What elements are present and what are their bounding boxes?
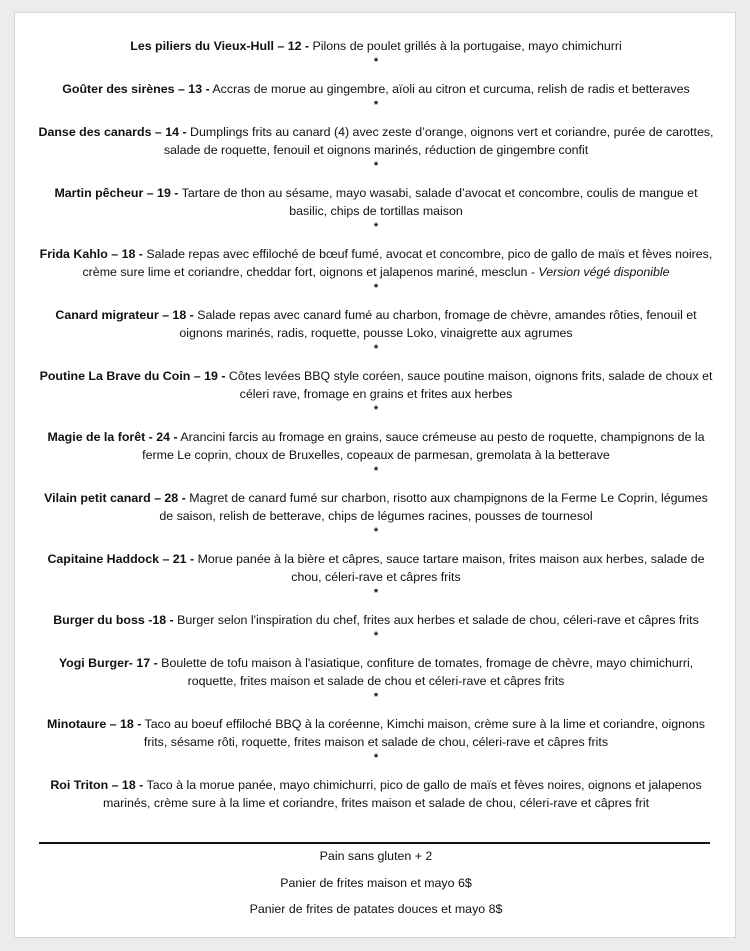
menu-item [37,611,715,629]
menu-item-note: Version végé disponible [538,265,670,279]
menu-item-description: Burger selon l'inspiration du chef, frites aux herbes et salade de chou, céleri-rave et câpres frits [173,613,699,627]
item-separator: * [373,691,379,703]
menu-item-name: Roi Triton – 18 - [50,778,144,792]
item-separator: * [373,56,379,68]
item-separator: * [373,526,379,538]
menu-item-name: Minotaure – 18 - [47,717,142,731]
menu-item [37,367,715,403]
menu-item-description: Salade repas avec effiloché de bœuf fumé, avocat et concombre, pico de gallo de maïs et fèves noires, crème sure lime et coriandre, cheddar fort, oignons et jalapenos mariné, mesclun - [82,247,713,279]
menu-item-name: Goûter des sirènes – 13 - [62,82,210,96]
menu-item-description: Taco à la morue panée, mayo chimichurri, pico de gallo de maïs et fèves noires, oignons et jalapenos marinés, crème sure à la lime et coriandre, frites maison et salade de chou, céleri-rave et câpres frit [102,778,702,810]
menu-item [37,550,715,586]
item-separator: * [373,630,379,642]
menu-item [37,654,715,690]
item-separator: * [373,160,379,172]
item-separator: * [373,343,379,355]
menu-item-description: Morue panée à la bière et câpres, sauce tartare maison, frites maison aux herbes, salade de chou, céleri-rave et câpres frits [194,552,705,584]
menu-item [37,123,715,159]
menu-item [37,715,715,751]
menu-item-description: Taco au boeuf effiloché BBQ à la coréenne, Kimchi maison, crème sure à la lime et coriandre, oignons frits, sésame rôti, roquette, frites maison et salade de chou, céleri-rave et câpres frits [141,717,705,749]
menu-list [37,37,715,812]
item-separator: * [373,465,379,477]
menu-item [37,776,715,812]
menu-page [14,12,736,938]
menu-item-name: Vilain petit canard – 28 - [44,491,186,505]
extra-item-fries-basket: Panier de frites maison et mayo 6$ [280,875,472,890]
menu-item-name: Capitaine Haddock – 21 - [47,552,195,566]
menu-item-description: Côtes levées BBQ style coréen, sauce poutine maison, oignons frits, salade de choux et céleri rave, fromage en grains et frites aux herbes [225,369,713,401]
menu-item-name: Les piliers du Vieux-Hull – 12 - [130,39,310,53]
menu-item-description: Salade repas avec canard fumé au charbon, fromage de chèvre, amandes rôties, fenouil et oignons marinés, radis, roquette, pousse Loko, vinaigrette aux agrumes [179,308,697,340]
item-separator: * [373,99,379,111]
item-separator: * [373,221,379,233]
item-separator: * [373,404,379,416]
menu-item-name: Yogi Burger- 17 - [58,656,158,670]
menu-item [37,37,715,55]
menu-item-name: Burger du boss -18 - [53,613,174,627]
menu-item [37,184,715,220]
extra-item-sweet-potato-fries-basket: Panier de frites de patates douces et mayo 8$ [249,902,503,916]
extras-list [37,847,715,927]
extra-item-gluten-free-bread: Pain sans gluten + 2 [319,849,433,863]
menu-item-description: Tartare de thon au sésame, mayo wasabi, salade d’avocat et concombre, coulis de mangue et basilic, chips de tortillas maison [178,186,698,218]
item-separator: * [373,752,379,764]
menu-item-description: Magret de canard fumé sur charbon, risotto aux champignons de la Ferme Le Coprin, légumes de saison, relish de betterave, chips de légumes racines, pousses de tournesol [159,491,708,523]
menu-item [37,489,715,525]
item-separator: * [373,282,379,294]
menu-item-description: Pilons de poulet grillés à la portugaise, mayo chimichurri [309,39,622,53]
menu-item-name: Canard migrateur – 18 - [55,308,194,322]
item-separator: * [373,587,379,599]
menu-item [37,306,715,342]
menu-item-name: Danse des canards – 14 - [38,125,187,139]
menu-item [37,245,715,281]
menu-item [37,80,715,98]
menu-item [37,428,715,464]
menu-item-description: Arancini farcis au fromage en grains, sauce crémeuse au pesto de roquette, champignons de la ferme Le coprin, choux de Bruxelles, copeaux de parmesan, gremolata à la betterave [142,430,705,462]
menu-item-name: Magie de la forêt - 24 - [47,430,178,444]
menu-item-description: Dumplings frits au canard (4) avec zeste d’orange, oignons vert et coriandre, purée de carottes, salade de roquette, fenouil et oignons marinés, réduction de gingembre confit [163,125,714,157]
menu-item-name: Martin pêcheur – 19 - [54,186,179,200]
menu-item-description: Boulette de tofu maison à l'asiatique, confiture de tomates, fromage de chèvre, mayo chimichurri, roquette, frites maison et salade de chou et céleri-rave et câpres frits [157,656,694,688]
divider-line [39,842,710,844]
menu-item-name: Poutine La Brave du Coin – 19 - [39,369,226,383]
menu-item-description: Accras de morue au gingembre, aïoli au citron et curcuma, relish de radis et betteraves [209,82,690,96]
menu-item-name: Frida Kahlo – 18 - [39,247,143,261]
